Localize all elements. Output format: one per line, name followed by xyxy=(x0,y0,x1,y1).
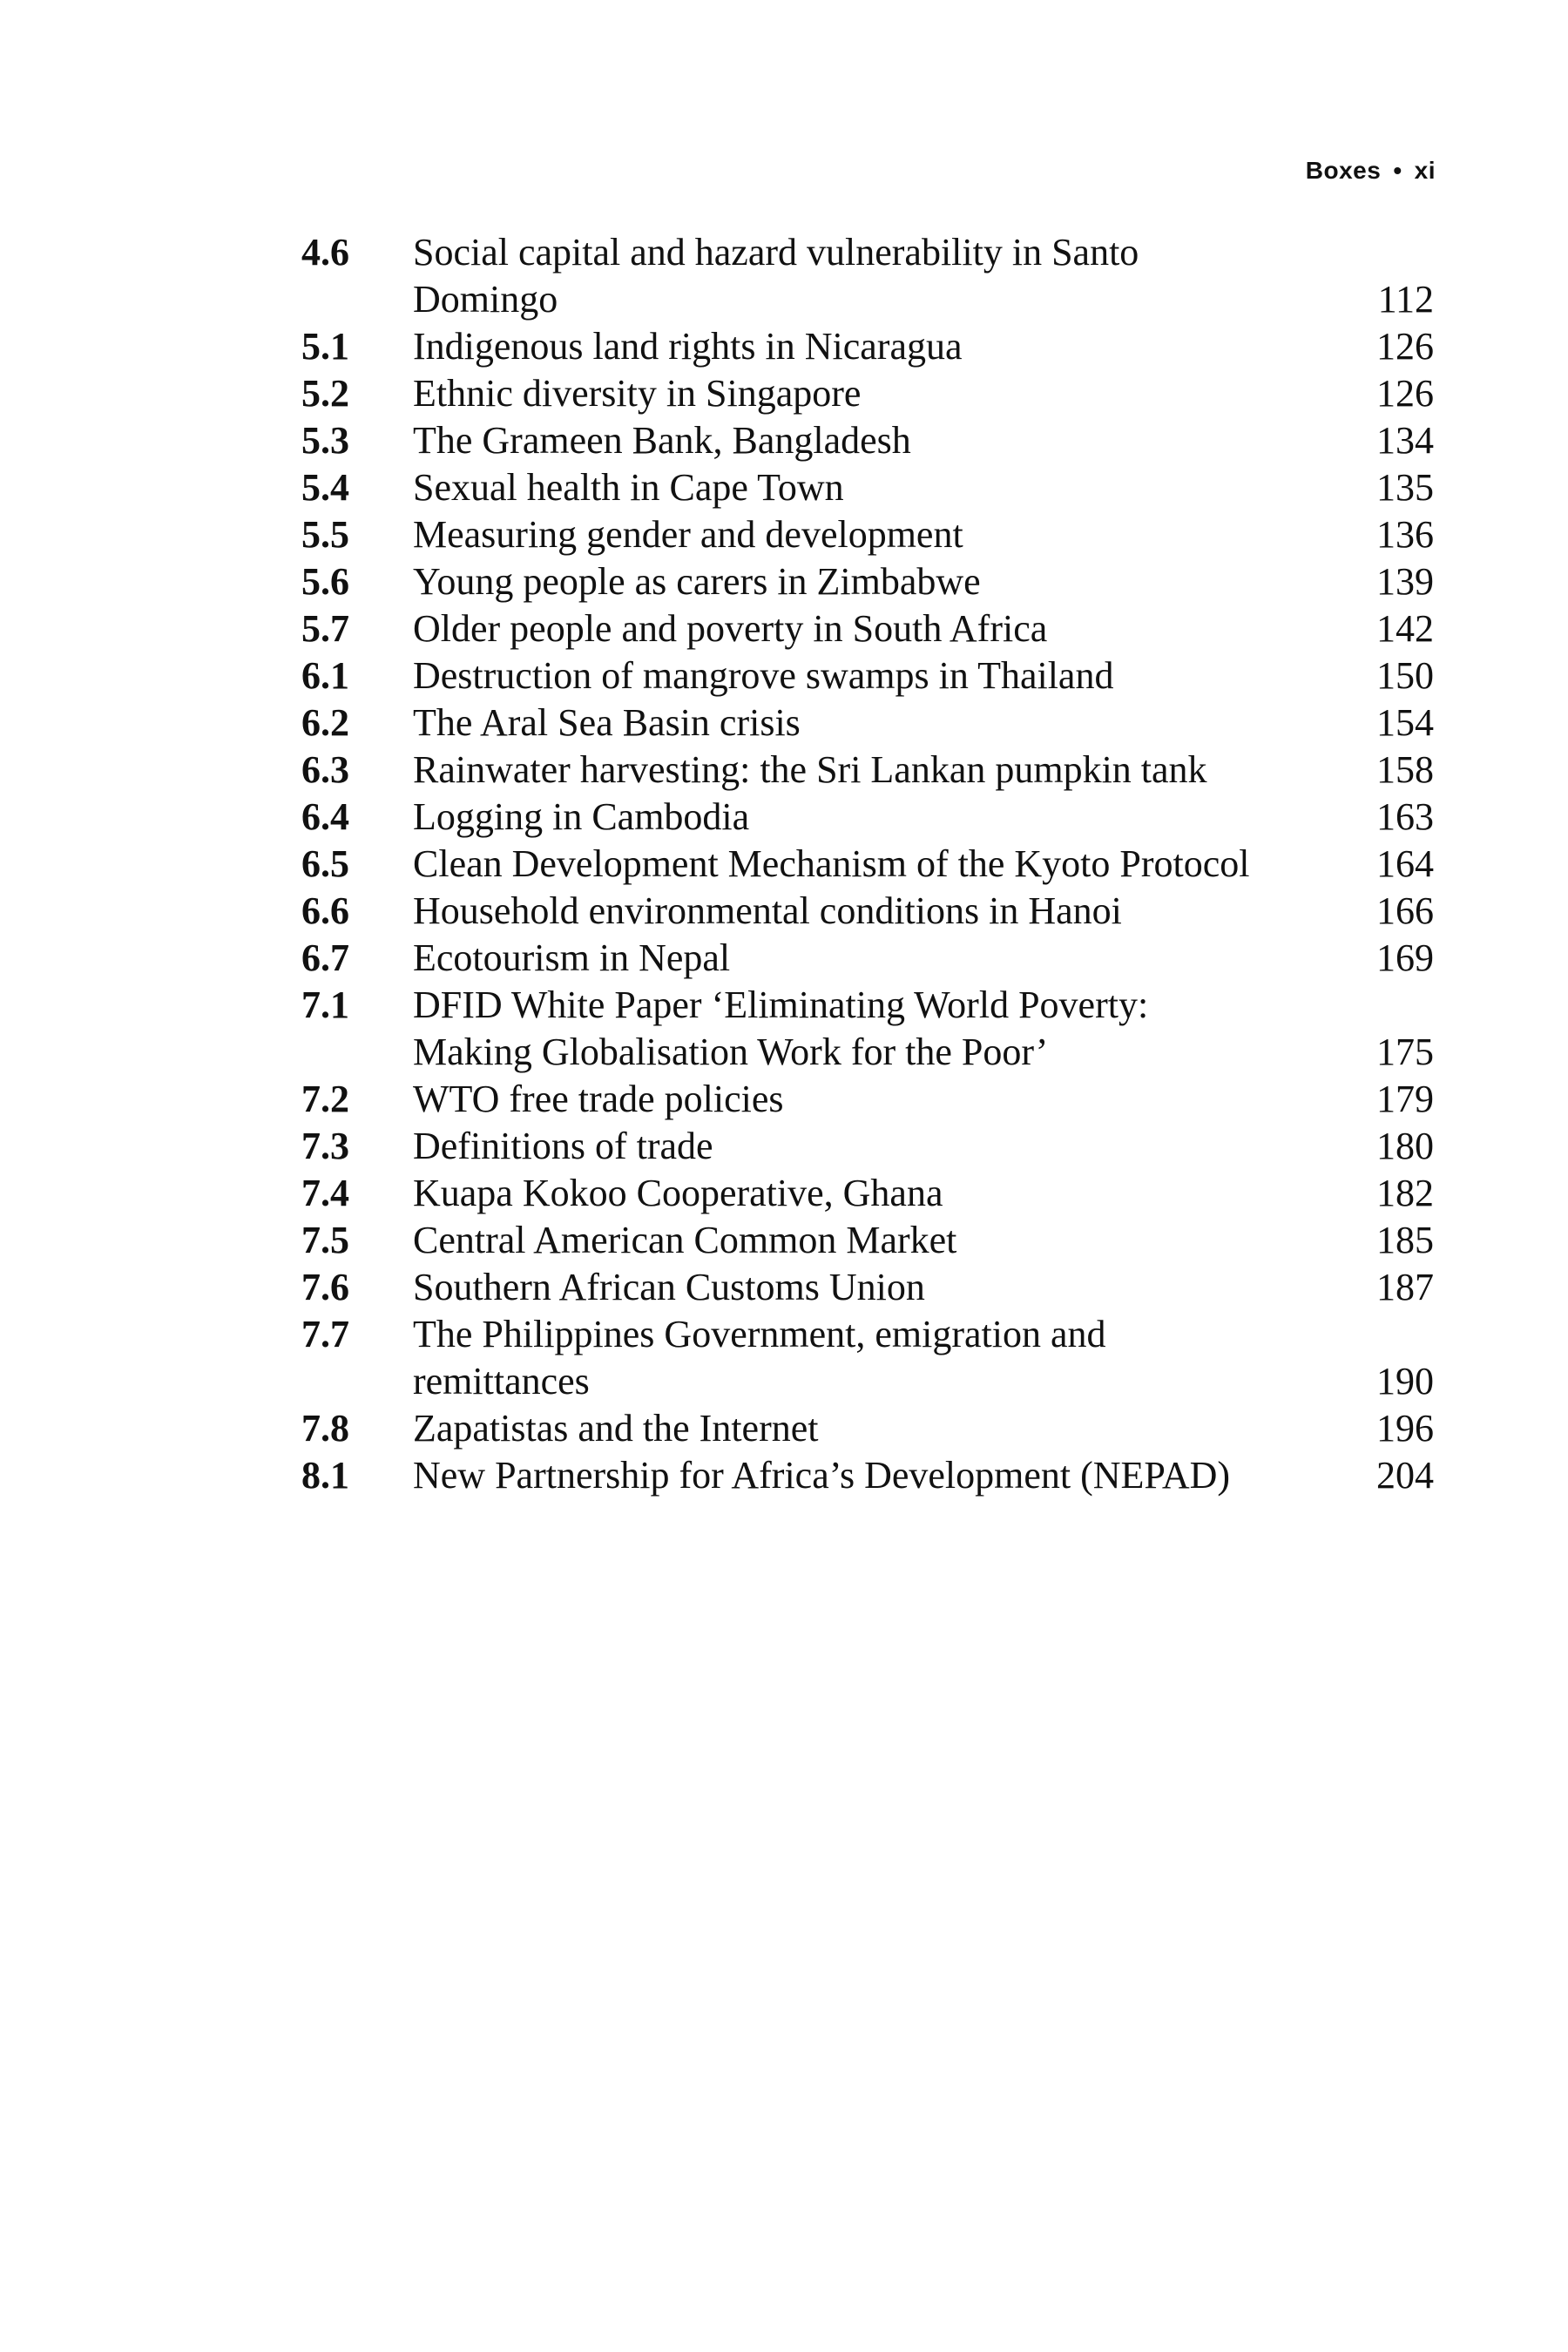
list-item xyxy=(301,1311,1434,1405)
box-number: 5.6 xyxy=(301,560,349,603)
list-item xyxy=(301,652,1434,700)
box-title: Sexual health in Cape Town xyxy=(413,466,844,509)
list-item xyxy=(301,558,1434,605)
box-title: Social capital and hazard vulnerability in Santo Domingo xyxy=(413,231,1139,321)
box-title: Kuapa Kokoo Cooperative, Ghana xyxy=(413,1172,943,1214)
box-number: 7.5 xyxy=(301,1219,349,1261)
box-title: WTO free trade policies xyxy=(413,1078,784,1120)
box-page-number: 169 xyxy=(1376,936,1434,979)
running-head-page-number: xi xyxy=(1414,157,1436,184)
box-title: The Philippines Government, emigration and remittances xyxy=(413,1313,1106,1402)
box-number: 6.4 xyxy=(301,795,349,838)
box-number: 7.7 xyxy=(301,1313,349,1355)
list-item xyxy=(301,700,1434,747)
list-item xyxy=(301,605,1434,652)
list-item xyxy=(301,229,1434,323)
box-number: 7.3 xyxy=(301,1125,349,1167)
box-title: Young people as carers in Zimbabwe xyxy=(413,560,981,603)
box-title: Definitions of trade xyxy=(413,1125,713,1167)
list-item xyxy=(301,747,1434,794)
box-page-number: 135 xyxy=(1376,466,1434,509)
box-page-number: 126 xyxy=(1376,372,1434,415)
box-page-number: 187 xyxy=(1376,1266,1434,1308)
box-page-number: 112 xyxy=(1377,278,1434,321)
box-page-number: 166 xyxy=(1376,889,1434,932)
box-page-number: 139 xyxy=(1376,560,1434,603)
box-page-number: 134 xyxy=(1376,419,1434,462)
box-number: 6.1 xyxy=(301,654,349,697)
box-number: 5.2 xyxy=(301,372,349,415)
box-title: DFID White Paper ‘Eliminating World Poverty: Making Globalisation Work for the Poor’ xyxy=(413,983,1149,1073)
running-head xyxy=(1306,157,1436,185)
box-title: Indigenous land rights in Nicaragua xyxy=(413,325,963,368)
box-number: 6.5 xyxy=(301,842,349,885)
box-number: 5.1 xyxy=(301,325,349,368)
box-number: 7.1 xyxy=(301,983,349,1026)
list-item xyxy=(301,1217,1434,1264)
list-item xyxy=(301,370,1434,417)
box-page-number: 136 xyxy=(1376,513,1434,556)
list-item xyxy=(301,841,1434,888)
list-item xyxy=(301,1264,1434,1311)
list-item xyxy=(301,464,1434,511)
box-page-number: 126 xyxy=(1376,325,1434,368)
box-page-number: 163 xyxy=(1376,795,1434,838)
box-page-number: 196 xyxy=(1376,1407,1434,1450)
box-number: 7.4 xyxy=(301,1172,349,1214)
box-number: 6.3 xyxy=(301,748,349,791)
box-title: Older people and poverty in South Africa xyxy=(413,607,1048,650)
running-head-section: Boxes xyxy=(1305,157,1382,184)
list-item xyxy=(301,935,1434,982)
box-page-number: 179 xyxy=(1376,1078,1434,1120)
box-number: 8.1 xyxy=(301,1454,349,1497)
list-item xyxy=(301,1076,1434,1123)
box-number: 7.2 xyxy=(301,1078,349,1120)
box-title: The Grameen Bank, Bangladesh xyxy=(413,419,911,462)
box-page-number: 190 xyxy=(1376,1360,1434,1402)
box-title: Zapatistas and the Internet xyxy=(413,1407,819,1450)
list-item xyxy=(301,888,1434,935)
box-title: New Partnership for Africa’s Development (NEPAD) xyxy=(413,1454,1231,1497)
box-number: 6.7 xyxy=(301,936,349,979)
list-item xyxy=(301,794,1434,841)
box-page-number: 185 xyxy=(1376,1219,1434,1261)
box-title: The Aral Sea Basin crisis xyxy=(413,701,801,744)
box-page-number: 164 xyxy=(1376,842,1434,885)
list-item xyxy=(301,511,1434,558)
box-title: Southern African Customs Union xyxy=(413,1266,925,1308)
box-title: Rainwater harvesting: the Sri Lankan pumpkin tank xyxy=(413,748,1207,791)
list-item xyxy=(301,982,1434,1076)
boxes-list xyxy=(301,229,1434,1499)
box-page-number: 154 xyxy=(1376,701,1434,744)
box-page-number: 182 xyxy=(1376,1172,1434,1214)
box-page-number: 142 xyxy=(1376,607,1434,650)
box-title: Ecotourism in Nepal xyxy=(413,936,731,979)
list-item xyxy=(301,1452,1434,1499)
box-page-number: 158 xyxy=(1376,748,1434,791)
running-head-separator: • xyxy=(1393,157,1402,184)
box-page-number: 150 xyxy=(1376,654,1434,697)
list-item xyxy=(301,417,1434,464)
box-number: 7.6 xyxy=(301,1266,349,1308)
box-number: 6.2 xyxy=(301,701,349,744)
list-item xyxy=(301,323,1434,370)
box-number: 7.8 xyxy=(301,1407,349,1450)
box-title: Household environmental conditions in Hanoi xyxy=(413,889,1122,932)
box-title: Logging in Cambodia xyxy=(413,795,750,838)
box-number: 4.6 xyxy=(301,231,349,274)
list-item xyxy=(301,1405,1434,1452)
box-number: 5.3 xyxy=(301,419,349,462)
list-item xyxy=(301,1170,1434,1217)
box-title: Destruction of mangrove swamps in Thailand xyxy=(413,654,1114,697)
list-item xyxy=(301,1123,1434,1170)
box-number: 5.4 xyxy=(301,466,349,509)
box-page-number: 180 xyxy=(1376,1125,1434,1167)
box-title: Central American Common Market xyxy=(413,1219,957,1261)
box-number: 6.6 xyxy=(301,889,349,932)
box-page-number: 175 xyxy=(1376,1031,1434,1073)
box-title: Measuring gender and development xyxy=(413,513,963,556)
box-number: 5.5 xyxy=(301,513,349,556)
box-number: 5.7 xyxy=(301,607,349,650)
box-title: Ethnic diversity in Singapore xyxy=(413,372,862,415)
box-page-number: 204 xyxy=(1376,1454,1434,1497)
box-title: Clean Development Mechanism of the Kyoto Protocol xyxy=(413,842,1250,885)
